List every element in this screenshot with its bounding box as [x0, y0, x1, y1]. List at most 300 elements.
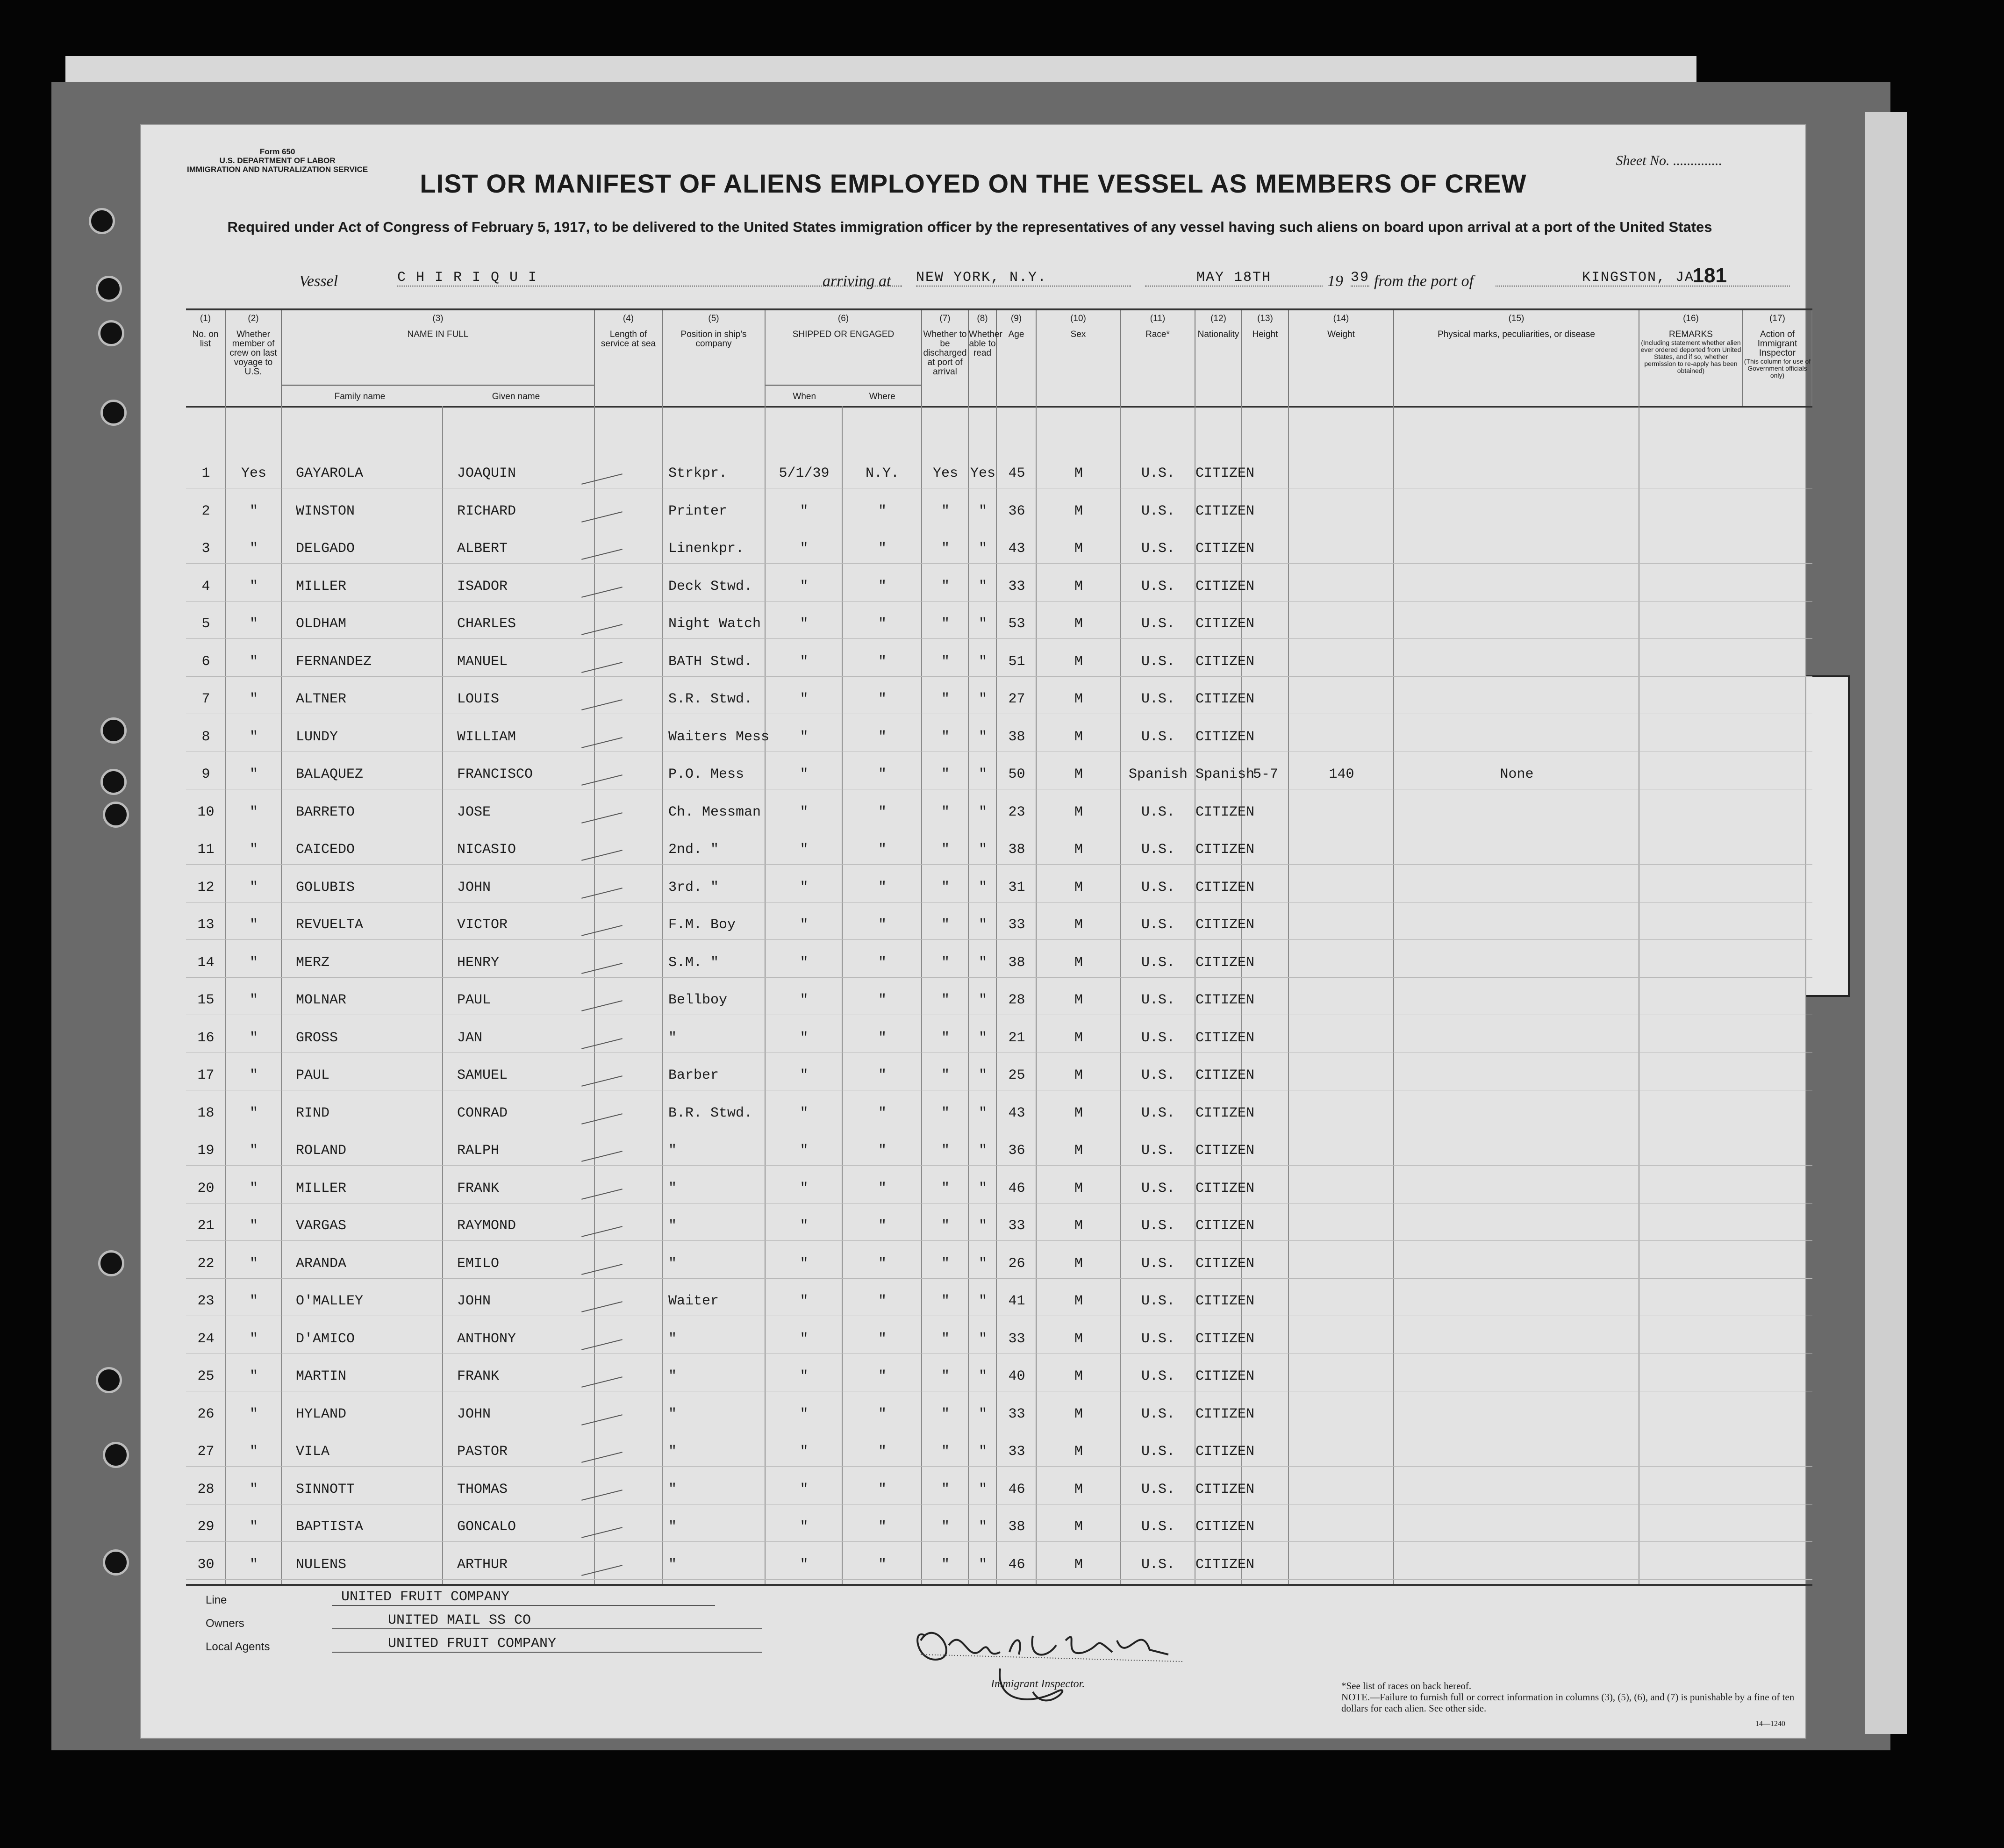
cell-given: PAUL: [457, 992, 491, 1008]
cell-family: MILLER: [296, 1180, 347, 1196]
inspector-signature: [907, 1608, 1196, 1715]
column-label: Age: [1008, 329, 1024, 339]
table-row: [186, 1429, 1812, 1467]
cell-sex: M: [1074, 879, 1083, 895]
department: U.S. DEPARTMENT OF LABOR: [219, 156, 336, 165]
cell-nat: CITIZEN: [1195, 466, 1255, 481]
column-number: (1): [200, 314, 211, 323]
cell-when: ": [800, 1293, 809, 1309]
table-row: [186, 789, 1812, 827]
from-port-label: from the port of: [1374, 272, 1474, 290]
cell-where: ": [878, 1444, 887, 1460]
cell-given: FRANK: [457, 1180, 500, 1196]
column-label: Action of Immigrant Inspector: [1757, 329, 1797, 358]
cell-sex: M: [1074, 804, 1083, 820]
column-number: (17): [1769, 314, 1785, 323]
cell-nat: CITIZEN: [1195, 1180, 1255, 1196]
table-row: [186, 1166, 1812, 1203]
cell-position: F.M. Boy: [668, 917, 736, 933]
cell-crew: ": [249, 1218, 258, 1234]
cell-disch: ": [941, 1481, 950, 1497]
cell-where: ": [878, 1255, 887, 1272]
cell-position: ": [668, 1331, 677, 1347]
cell-where: ": [878, 1519, 887, 1535]
cell-given: JOHN: [457, 879, 491, 895]
cell-read: ": [978, 616, 987, 632]
cell-race: U.S.: [1141, 1180, 1175, 1196]
column-label: Height: [1252, 329, 1278, 339]
cell-disch: ": [941, 879, 950, 895]
cell-nat: Spanish: [1195, 766, 1255, 782]
cell-race: U.S.: [1141, 1218, 1175, 1234]
page-subtitle: Required under Act of Congress of February 5, 1917, to be delivered to the United States immigration officer by the representatives of any vessel having such aliens on board upon arrival at a port of the United States: [227, 219, 1712, 235]
service-name: IMMIGRATION AND NATURALIZATION SERVICE: [187, 165, 368, 174]
cell-race: U.S.: [1141, 842, 1175, 858]
cell-sex: M: [1074, 503, 1083, 519]
cell-position: Night Watch: [668, 616, 761, 632]
table-row: [186, 1090, 1812, 1128]
table-row: [186, 977, 1812, 1015]
cell-age: 43: [1008, 1105, 1025, 1121]
table-row: [186, 1053, 1812, 1090]
column-label: Position in ship's company: [680, 329, 747, 349]
cell-family: ALTNER: [296, 691, 347, 707]
cell-disch: ": [941, 1293, 950, 1309]
cell-family: ARANDA: [296, 1255, 347, 1272]
cell-disch: ": [941, 578, 950, 595]
cell-sex: M: [1074, 729, 1083, 745]
cell-crew: ": [249, 691, 258, 707]
cell-position: S.R. Stwd.: [668, 691, 753, 707]
cell-given: THOMAS: [457, 1481, 508, 1497]
cell-race: U.S.: [1141, 1067, 1175, 1083]
cell-read: ": [978, 1444, 987, 1460]
form-number: Form 650: [259, 147, 295, 156]
cell-given: HENRY: [457, 954, 500, 971]
cell-disch: ": [941, 766, 950, 782]
column-header: [1242, 310, 1289, 406]
table-row: [186, 451, 1812, 488]
cell-no: 4: [201, 578, 210, 595]
cell-no: 30: [197, 1556, 215, 1573]
table-row: [186, 601, 1812, 639]
cell-race: U.S.: [1141, 1481, 1175, 1497]
column-header: [1743, 310, 1812, 406]
cell-race: Spanish: [1128, 766, 1188, 782]
crew-table: [186, 308, 1812, 1586]
cell-position: Ch. Messman: [668, 804, 761, 820]
table-row: [186, 676, 1812, 714]
cell-sex: M: [1074, 1444, 1083, 1460]
arrival-port: NEW YORK, N.Y.: [916, 270, 1131, 287]
cell-read: ": [978, 804, 987, 820]
cell-when: ": [800, 992, 809, 1008]
cell-read: ": [978, 992, 987, 1008]
cell-age: 23: [1008, 804, 1025, 820]
cell-crew: ": [249, 1368, 258, 1384]
cell-given: JAN: [457, 1030, 483, 1046]
column-label: Race*: [1145, 329, 1170, 339]
column-number: (5): [708, 314, 719, 323]
race-note: *See list of races on back hereof.: [1341, 1680, 1472, 1691]
cell-family: LUNDY: [296, 729, 338, 745]
column-header: [1639, 310, 1743, 406]
cell-when: ": [800, 1556, 809, 1573]
arrival-date: MAY 18TH: [1145, 270, 1323, 287]
cell-crew: ": [249, 503, 258, 519]
cell-when: ": [800, 503, 809, 519]
cell-when: ": [800, 766, 809, 782]
cell-family: D'AMICO: [296, 1331, 355, 1347]
cell-age: 26: [1008, 1255, 1025, 1272]
cell-given: ARTHUR: [457, 1556, 508, 1573]
cell-family: MOLNAR: [296, 992, 347, 1008]
cell-age: 33: [1008, 578, 1025, 595]
cell-crew: ": [249, 1143, 258, 1159]
cell-nat: CITIZEN: [1195, 1067, 1255, 1083]
cell-disch: ": [941, 954, 950, 971]
back-sheet-top: [65, 56, 1696, 84]
cell-read: ": [978, 653, 987, 670]
column-subheaders: [282, 385, 594, 401]
cell-family: GROSS: [296, 1030, 338, 1046]
punch-hole-icon: [100, 717, 127, 744]
cell-position: ": [668, 1406, 677, 1422]
cell-position: 3rd. ": [668, 879, 719, 895]
column-label: Nationality: [1197, 329, 1239, 339]
cell-race: U.S.: [1141, 1331, 1175, 1347]
cell-nat: CITIZEN: [1195, 541, 1255, 557]
cell-crew: ": [249, 1067, 258, 1083]
cell-no: 17: [197, 1067, 215, 1083]
table-row: [186, 940, 1812, 978]
cell-no: 12: [197, 879, 215, 895]
cell-no: 13: [197, 917, 215, 933]
cell-position: Barber: [668, 1067, 719, 1083]
cell-crew: ": [249, 1519, 258, 1535]
cell-nat: CITIZEN: [1195, 992, 1255, 1008]
cell-no: 1: [201, 466, 210, 481]
cell-nat: CITIZEN: [1195, 954, 1255, 971]
punch-hole-icon: [103, 802, 129, 828]
cell-when: ": [800, 1105, 809, 1121]
cell-position: Printer: [668, 503, 728, 519]
cell-age: 38: [1008, 954, 1025, 971]
cell-race: U.S.: [1141, 541, 1175, 557]
cell-when: ": [800, 616, 809, 632]
cell-read: ": [978, 503, 987, 519]
cell-read: ": [978, 1218, 987, 1234]
cell-where: ": [878, 503, 887, 519]
cell-disch: ": [941, 503, 950, 519]
column-header: [663, 310, 766, 406]
cell-where: ": [878, 1030, 887, 1046]
cell-age: 36: [1008, 503, 1025, 519]
cell-when: ": [800, 578, 809, 595]
column-subheaders: [766, 385, 921, 401]
cell-given: RICHARD: [457, 503, 516, 519]
column-header: [186, 310, 226, 406]
column-note: (Including statement whether alien ever ordered deported from United States, and if so, whether permission to re-apply has been obtained): [1640, 339, 1741, 374]
cell-disch: ": [941, 1180, 950, 1196]
cell-position: ": [668, 1180, 677, 1196]
cell-when: ": [800, 1143, 809, 1159]
cell-nat: CITIZEN: [1195, 1556, 1255, 1573]
column-number: (10): [1070, 314, 1086, 323]
cell-when: ": [800, 1406, 809, 1422]
cell-nat: CITIZEN: [1195, 1444, 1255, 1460]
cell-when: ": [800, 804, 809, 820]
column-label: Sex: [1070, 329, 1086, 339]
cell-sex: M: [1074, 578, 1083, 595]
cell-crew: ": [249, 954, 258, 971]
cell-position: ": [668, 1255, 677, 1272]
punch-hole-icon: [100, 400, 127, 426]
table-row: [186, 827, 1812, 865]
column-header: [282, 310, 595, 406]
cell-read: ": [978, 1481, 987, 1497]
cell-family: SINNOTT: [296, 1481, 355, 1497]
column-number: (9): [1010, 314, 1022, 323]
cell-no: 24: [197, 1331, 215, 1347]
cell-sex: M: [1074, 1030, 1083, 1046]
table-row: [186, 564, 1812, 602]
cell-crew: ": [249, 992, 258, 1008]
cell-where: ": [878, 541, 887, 557]
column-header: [922, 310, 969, 406]
cell-sex: M: [1074, 1556, 1083, 1573]
cell-race: U.S.: [1141, 578, 1175, 595]
table-row: [186, 1241, 1812, 1279]
cell-read: Yes: [970, 466, 995, 481]
cell-position: Strkpr.: [668, 466, 728, 481]
cell-age: 28: [1008, 992, 1025, 1008]
inspector-label: Immigrant Inspector.: [991, 1678, 1085, 1690]
table-row: [186, 1391, 1812, 1429]
cell-nat: CITIZEN: [1195, 653, 1255, 670]
cell-disch: Yes: [932, 466, 958, 481]
cell-sex: M: [1074, 541, 1083, 557]
cell-age: 31: [1008, 879, 1025, 895]
cell-disch: ": [941, 653, 950, 670]
cell-given: CONRAD: [457, 1105, 508, 1121]
cell-when: ": [800, 691, 809, 707]
cell-disch: ": [941, 1368, 950, 1384]
column-subheader: When: [793, 392, 816, 401]
cell-where: ": [878, 766, 887, 782]
column-label: NAME IN FULL: [407, 329, 469, 339]
cell-sex: M: [1074, 1255, 1083, 1272]
cell-disch: ": [941, 1331, 950, 1347]
line-value: UNITED FRUIT COMPANY: [332, 1589, 715, 1606]
departure-port: KINGSTON, JA.: [1496, 270, 1790, 287]
table-row: [186, 902, 1812, 940]
cell-family: RIND: [296, 1105, 330, 1121]
year-prefix: 19: [1327, 272, 1343, 290]
table-row: [186, 639, 1812, 677]
cell-no: 21: [197, 1218, 215, 1234]
cell-where: ": [878, 1180, 887, 1196]
column-header: [997, 310, 1037, 406]
cell-given: NICASIO: [457, 842, 516, 858]
column-subheader: Given name: [492, 392, 540, 401]
cell-given: RALPH: [457, 1143, 500, 1159]
cell-nat: CITIZEN: [1195, 842, 1255, 858]
cell-age: 51: [1008, 653, 1025, 670]
cell-family: CAICEDO: [296, 842, 355, 858]
cell-family: GOLUBIS: [296, 879, 355, 895]
column-number: (11): [1150, 314, 1166, 323]
cell-sex: M: [1074, 1519, 1083, 1535]
cell-no: 25: [197, 1368, 215, 1384]
cell-where: ": [878, 1105, 887, 1121]
cell-when: ": [800, 1444, 809, 1460]
punch-hole-icon: [98, 1250, 124, 1276]
cell-family: VILA: [296, 1444, 330, 1460]
cell-position: S.M. ": [668, 954, 719, 971]
cell-crew: ": [249, 1331, 258, 1347]
arriving-label: arriving at: [823, 272, 891, 290]
punch-hole-icon: [98, 320, 124, 346]
cell-race: U.S.: [1141, 1255, 1175, 1272]
cell-crew: ": [249, 541, 258, 557]
cell-where: ": [878, 616, 887, 632]
cell-read: ": [978, 1255, 987, 1272]
cell-when: ": [800, 541, 809, 557]
cell-read: ": [978, 1067, 987, 1083]
cell-where: ": [878, 992, 887, 1008]
table-row: [186, 1354, 1812, 1391]
column-label: Whether member of crew on last voyage to U.S.: [229, 329, 277, 377]
punch-hole-icon: [100, 769, 127, 795]
cell-age: 33: [1008, 1331, 1025, 1347]
cell-sex: M: [1074, 1406, 1083, 1422]
cell-given: RAYMOND: [457, 1218, 516, 1234]
cell-crew: ": [249, 804, 258, 820]
cell-when: ": [800, 842, 809, 858]
cell-nat: CITIZEN: [1195, 578, 1255, 595]
cell-read: ": [978, 766, 987, 782]
cell-when: ": [800, 1519, 809, 1535]
cell-race: U.S.: [1141, 1105, 1175, 1121]
column-header: [1037, 310, 1121, 406]
cell-nat: CITIZEN: [1195, 1293, 1255, 1309]
cell-disch: ": [941, 1105, 950, 1121]
column-label: No. on list: [192, 329, 219, 349]
cell-where: ": [878, 1481, 887, 1497]
cell-age: 25: [1008, 1067, 1025, 1083]
owners-value: UNITED MAIL SS CO: [332, 1612, 762, 1629]
cell-given: ISADOR: [457, 578, 508, 595]
cell-race: U.S.: [1141, 653, 1175, 670]
cell-nat: CITIZEN: [1195, 616, 1255, 632]
cell-race: U.S.: [1141, 1444, 1175, 1460]
cell-race: U.S.: [1141, 729, 1175, 745]
cell-position: ": [668, 1556, 677, 1573]
cell-when: 5/1/39: [779, 466, 830, 481]
cell-when: ": [800, 954, 809, 971]
arrival-year: 39: [1351, 270, 1370, 286]
page-title: LIST OR MANIFEST OF ALIENS EMPLOYED ON THE VESSEL AS MEMBERS OF CREW: [420, 169, 1527, 198]
cell-family: BAPTISTA: [296, 1519, 364, 1535]
cell-no: 7: [201, 691, 210, 707]
cell-family: REVUELTA: [296, 917, 364, 933]
cell-disch: ": [941, 1030, 950, 1046]
cell-read: ": [978, 1519, 987, 1535]
cell-no: 10: [197, 804, 215, 820]
cell-given: SAMUEL: [457, 1067, 508, 1083]
cell-when: ": [800, 879, 809, 895]
cell-age: 50: [1008, 766, 1025, 782]
cell-family: WINSTON: [296, 503, 355, 519]
cell-read: ": [978, 1105, 987, 1121]
cell-age: 27: [1008, 691, 1025, 707]
column-header: [226, 310, 282, 406]
cell-family: O'MALLEY: [296, 1293, 364, 1309]
cell-crew: ": [249, 1180, 258, 1196]
cell-crew: ": [249, 842, 258, 858]
cell-crew: ": [249, 1406, 258, 1422]
cell-crew: ": [249, 766, 258, 782]
cell-race: U.S.: [1141, 616, 1175, 632]
cell-age: 41: [1008, 1293, 1025, 1309]
cell-read: ": [978, 1331, 987, 1347]
cell-disch: ": [941, 842, 950, 858]
column-header: [766, 310, 922, 406]
cell-disch: ": [941, 616, 950, 632]
cell-disch: ": [941, 691, 950, 707]
cell-race: U.S.: [1141, 503, 1175, 519]
cell-nat: CITIZEN: [1195, 691, 1255, 707]
cell-no: 14: [197, 954, 215, 971]
cell-where: ": [878, 1067, 887, 1083]
column-number: (6): [837, 314, 849, 323]
vessel-label: Vessel: [299, 272, 338, 290]
line-label: Line: [206, 1594, 227, 1606]
cell-age: 33: [1008, 917, 1025, 933]
cell-no: 8: [201, 729, 210, 745]
back-sheet-edge: [1865, 112, 1907, 1734]
cell-no: 9: [201, 766, 210, 782]
cell-sex: M: [1074, 653, 1083, 670]
cell-where: ": [878, 954, 887, 971]
cell-no: 6: [201, 653, 210, 670]
cell-position: ": [668, 1368, 677, 1384]
cell-where: ": [878, 1293, 887, 1309]
cell-when: ": [800, 1255, 809, 1272]
cell-sex: M: [1074, 691, 1083, 707]
cell-crew: ": [249, 1556, 258, 1573]
cell-nat: CITIZEN: [1195, 804, 1255, 820]
table-row: [186, 1467, 1812, 1504]
punch-hole-icon: [89, 208, 115, 234]
cell-no: 22: [197, 1255, 215, 1272]
header-divider: [186, 406, 1812, 408]
cell-age: 40: [1008, 1368, 1025, 1384]
agents-label: Local Agents: [206, 1640, 270, 1653]
cell-given: WILLIAM: [457, 729, 516, 745]
cell-given: MANUEL: [457, 653, 508, 670]
cell-height: 5-7: [1252, 766, 1278, 782]
cell-race: U.S.: [1141, 691, 1175, 707]
cell-read: ": [978, 842, 987, 858]
cell-nat: CITIZEN: [1195, 729, 1255, 745]
cell-when: ": [800, 1067, 809, 1083]
column-number: (3): [432, 314, 444, 323]
cell-position: Waiter: [668, 1293, 719, 1309]
cell-no: 20: [197, 1180, 215, 1196]
cell-sex: M: [1074, 766, 1083, 782]
